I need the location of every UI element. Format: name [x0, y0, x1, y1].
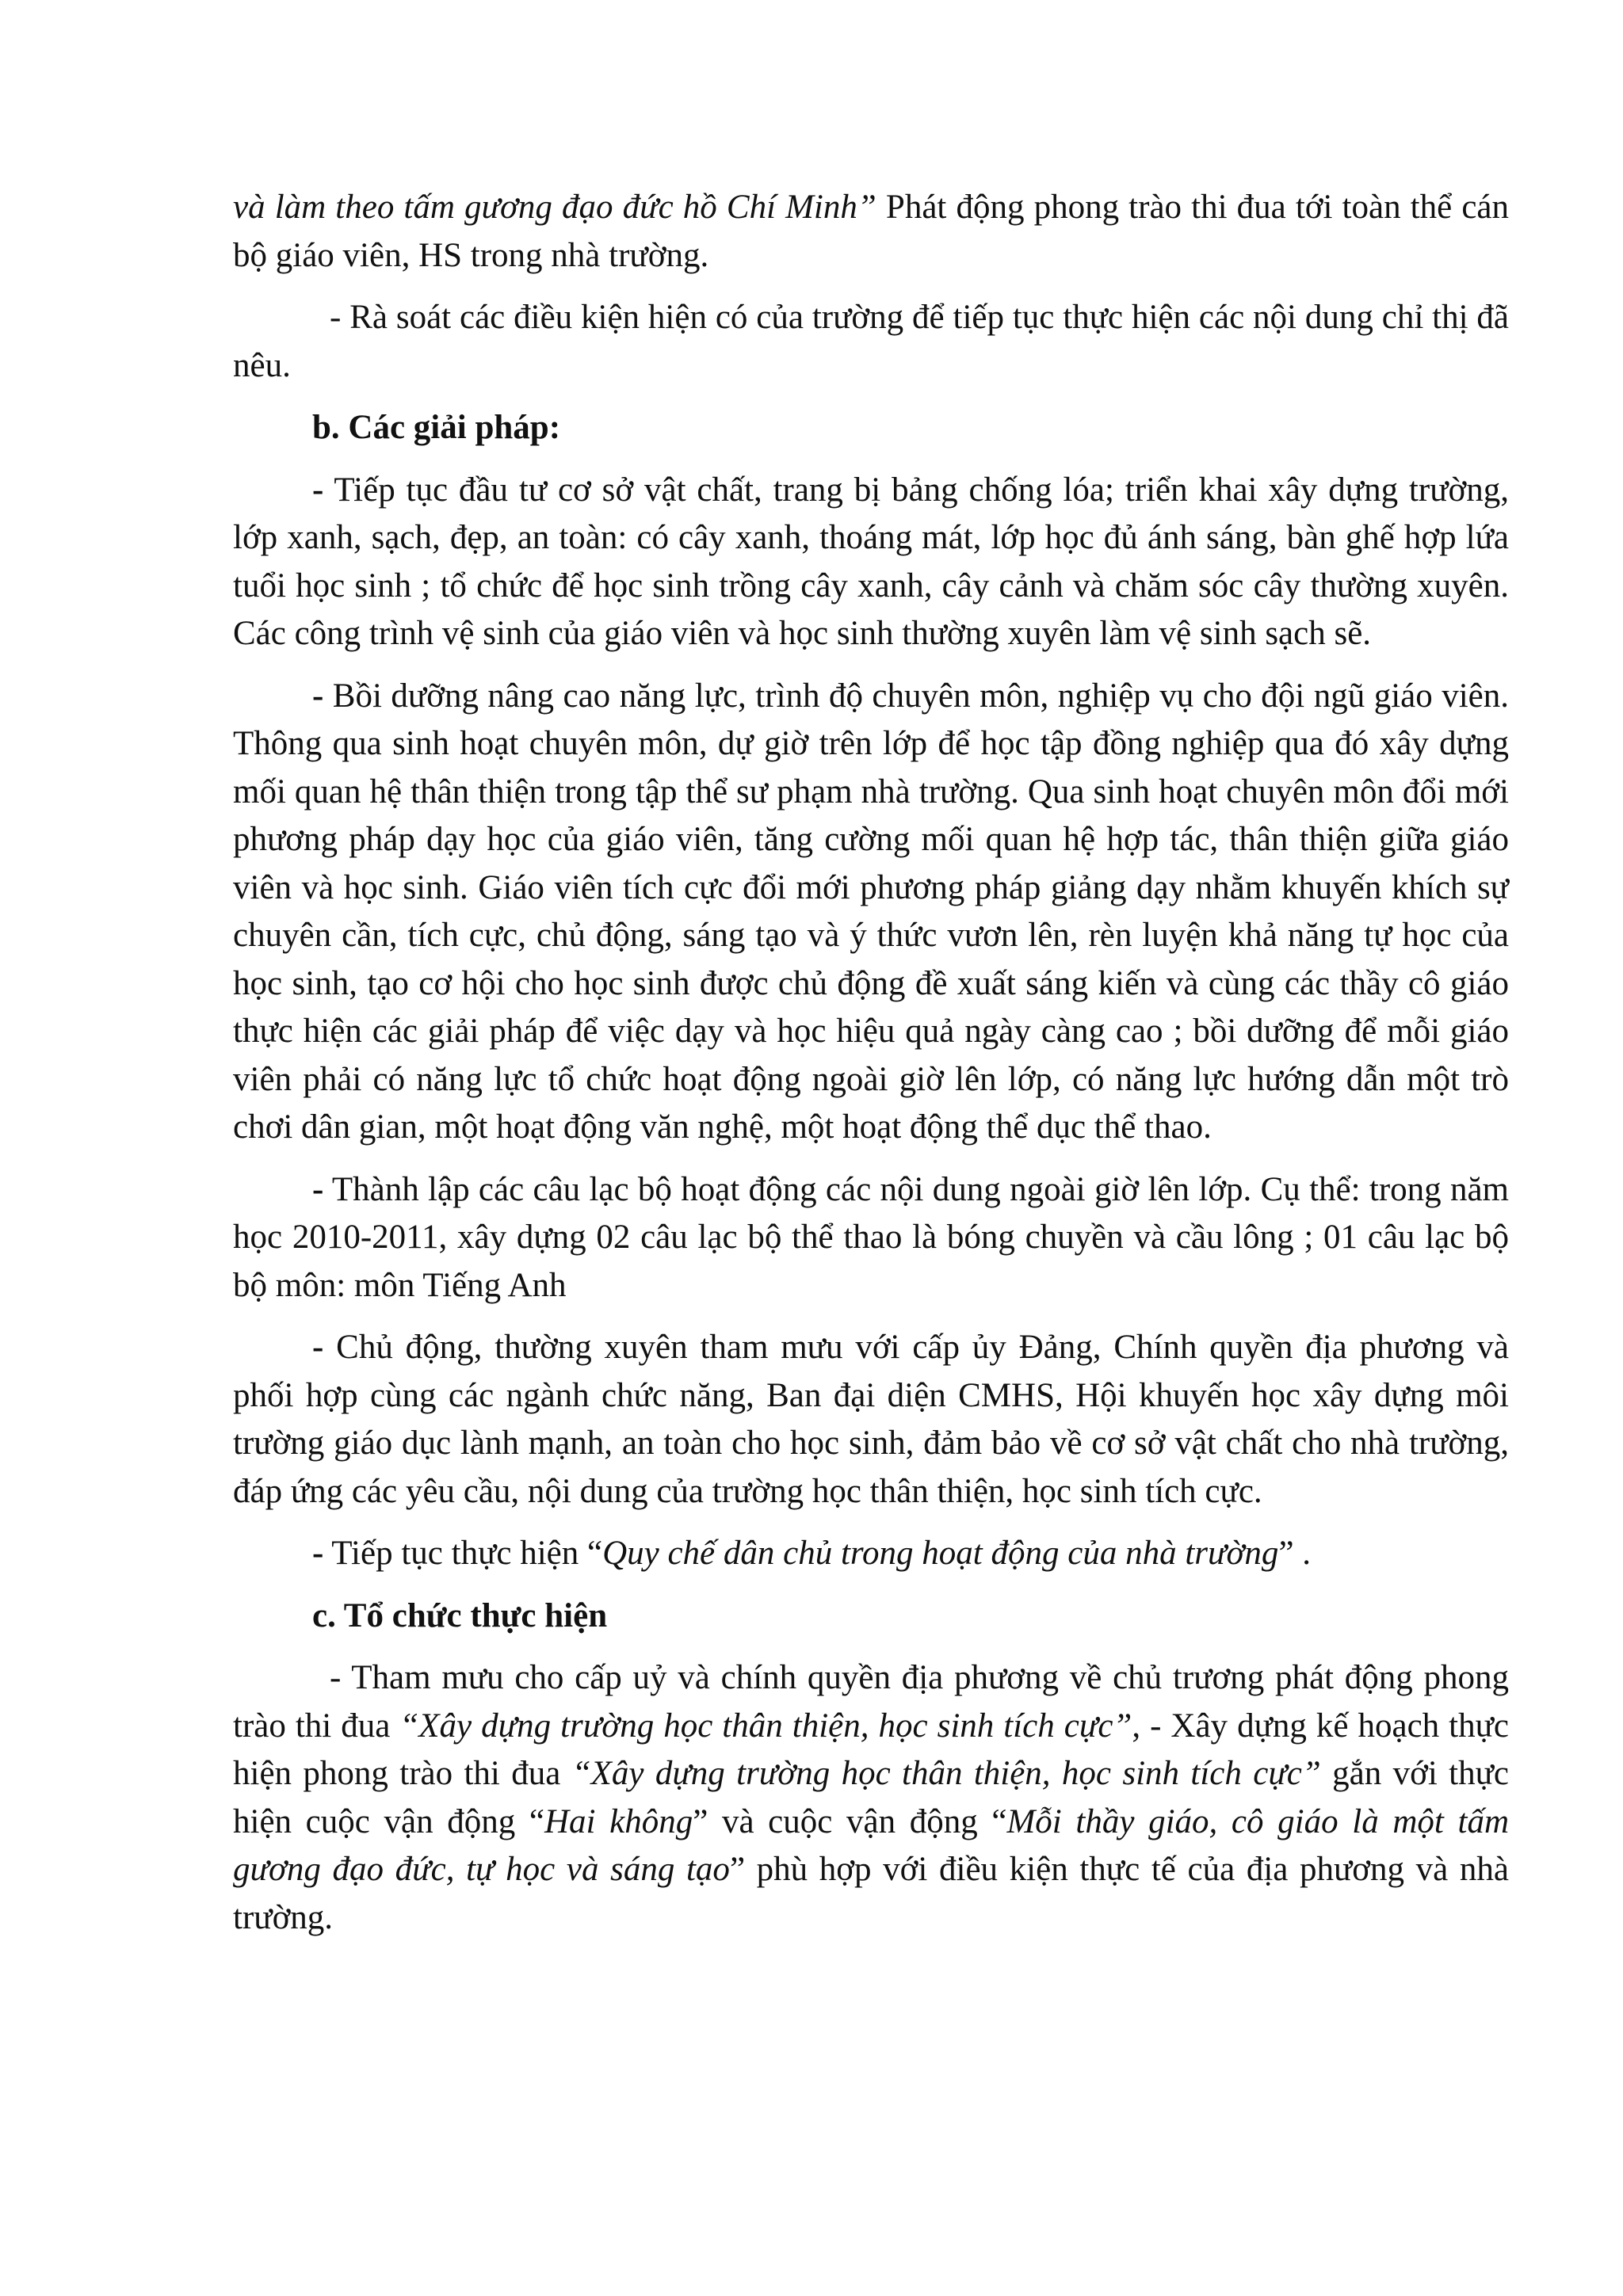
paragraph-text: Chủ động, thường xuyên tham mưu với cấp ủy Đảng, Chính quyền địa phương và phối hợp cùng các ngành chức năng, Ban đại diện CMHS, Hội khuyến học xây dựng môi trường giáo dục lành mạnh, an toàn cho học sinh, đảm bảo về cơ sở vật chất cho nhà trường, đáp ứng các yêu cầu, nội dung của trường học thân thiện, học sinh tích cực.: [233, 1329, 1509, 1510]
italic-quote: Hai không: [544, 1802, 693, 1840]
paragraph-implementation: [233, 1654, 1509, 1942]
paragraph-facilities: [233, 467, 1509, 658]
paragraph-text: Tiếp tục đầu tư cơ sở vật chất, trang bị bảng chống lóa; triển khai xây dựng trường, lớp xanh, sạch, đẹp, an toàn: có cây xanh, thoáng mát, lớp học đủ ánh sáng, bàn ghế hợp lứa tuổi học sinh ; tổ chức để học sinh trồng cây xanh, cây cảnh và chăm sóc cây thường xuyên. Các công trình vệ sinh của giáo viên và học sinh thường xuyên làm vệ sinh sạch sẽ.: [233, 471, 1509, 652]
paragraph-text: - Rà soát các điều kiện hiện có của trường để tiếp tục thực hiện các nội dung chỉ thị đã nêu.: [233, 299, 1509, 384]
paragraph-advisory: [233, 1324, 1509, 1516]
italic-quote: Quy chế dân chủ trong hoạt động của nhà trường: [602, 1535, 1279, 1572]
paragraph-text: ” và cuộc vận động “: [693, 1802, 1007, 1840]
paragraph-democracy-rules: [233, 1530, 1509, 1578]
italic-quote: “Xây dựng trường học thân thiện, học sinh tích cực”: [571, 1755, 1321, 1792]
paragraph-continuation: [233, 184, 1509, 280]
paragraph-clubs: [233, 1166, 1509, 1310]
list-dash: -: [312, 1535, 324, 1572]
paragraph-text: gắn với thực hiện cuộc vận động “: [233, 1755, 1509, 1840]
paragraph-text: Phát động phong trào thi đua tới toàn thể cán bộ giáo viên, HS trong nhà trường.: [233, 189, 1509, 274]
paragraph-text: Thành lập các câu lạc bộ hoạt động các nội dung ngoài giờ lên lớp. Cụ thể: trong năm học 2010-2011, xây dựng 02 câu lạc bộ thể thao là bóng chuyền và cầu lông ; 01 câu lạc bộ bộ môn: môn Tiếng Anh: [233, 1170, 1509, 1304]
list-dash: -: [312, 1329, 324, 1366]
paragraph-text: - Tham mưu cho cấp uỷ và chính quyền địa phương về chủ trương phát động phong trào thi đua: [233, 1659, 1509, 1745]
paragraph-text: , - Xây dựng kế hoạch thực hiện phong trào thi đua: [233, 1707, 1509, 1792]
paragraph-teacher-training: [233, 673, 1509, 1152]
section-heading-b: b. Các giải pháp:: [312, 409, 561, 446]
paragraph-text: ” .: [1278, 1535, 1312, 1572]
list-dash: -: [312, 471, 324, 509]
section-heading-c: c. Tổ chức thực hiện: [312, 1596, 608, 1634]
paragraph-text: ” phù hợp với điều kiện thực tế của địa phương và nhà trường.: [233, 1851, 1509, 1936]
list-dash: -: [312, 677, 324, 715]
document-page: [233, 184, 1509, 1956]
italic-quote: và làm theo tấm gương đạo đức hồ Chí Minh”: [233, 189, 876, 226]
list-dash: -: [312, 1170, 324, 1208]
italic-quote: Mỗi thầy giáo, cô giáo là một tấm gương đạo đức, tự học và sáng tạo: [233, 1802, 1510, 1888]
paragraph-text: Tiếp tục thực hiện “: [323, 1535, 603, 1572]
paragraph-text: Bồi dưỡng nâng cao năng lực, trình độ chuyên môn, nghiệp vụ cho đội ngũ giáo viên. Thông qua sinh hoạt chuyên môn, dự giờ trên lớp để học tập đồng nghiệp qua đó xây dựng mối quan hệ thân thiện trong tập thể sư phạm nhà trường. Qua sinh hoạt chuyên môn đổi mới phương pháp dạy học của giáo viên, tăng cường mối quan hệ hợp tác, thân thiện giữa giáo viên và học sinh. Giáo viên tích cực đổi mới phương pháp giảng dạy nhằm khuyến khích sự chuyên cần, tích cực, chủ động, sáng tạo và ý thức vươn lên, rèn luyện khả năng tự học của học sinh, tạo cơ hội cho học sinh được chủ động đề xuất sáng kiến và cùng các thầy cô giáo thực hiện các giải pháp để việc dạy và học hiệu quả ngày càng cao ; bồi dưỡng để mỗi giáo viên phải có năng lực tổ chức hoạt động ngoài giờ lên lớp, có năng lực hướng dẫn một trò chơi dân gian, một hoạt động văn nghệ, một hoạt động thể dục thể thao.: [233, 677, 1509, 1146]
italic-quote: “Xây dựng trường học thân thiện, học sinh tích cực”: [399, 1707, 1132, 1745]
paragraph-review: [233, 294, 1509, 390]
